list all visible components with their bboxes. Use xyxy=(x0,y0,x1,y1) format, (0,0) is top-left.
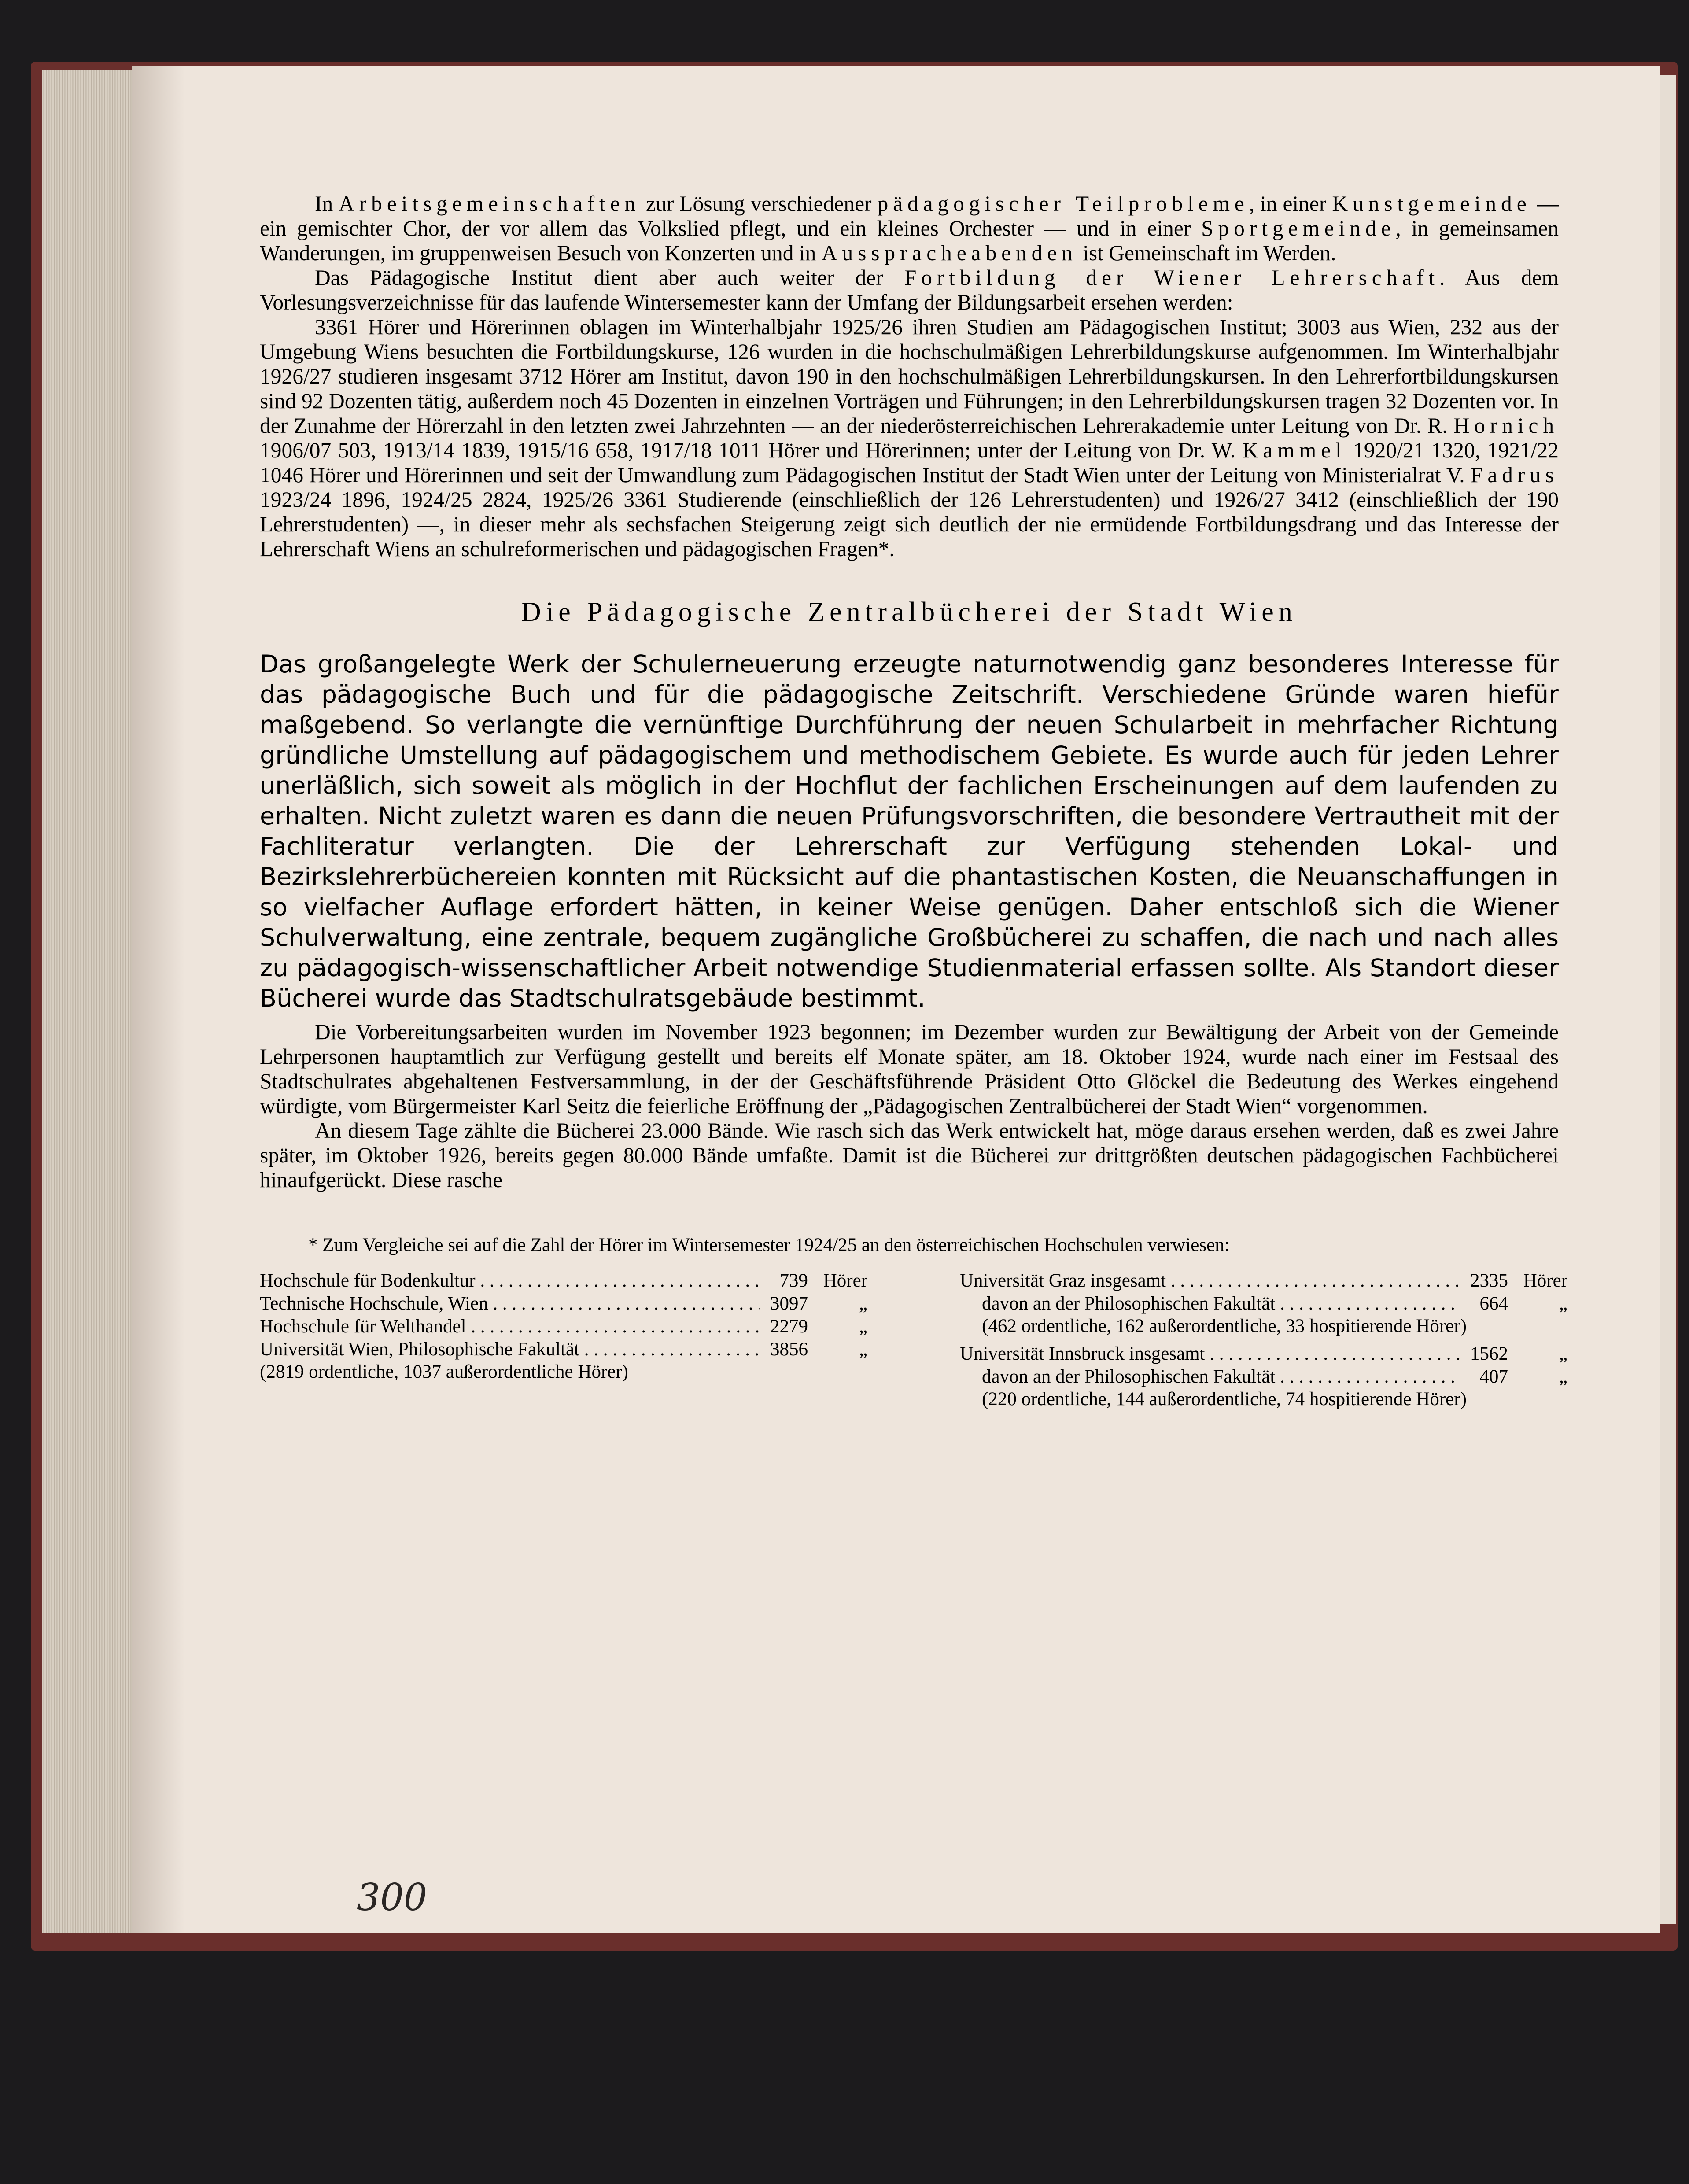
institute-paragraphs xyxy=(260,192,1559,561)
footnote-row xyxy=(960,1365,1567,1388)
footnote-row xyxy=(260,1292,867,1315)
text-run: 1920/21 1320, 1921/22 1046 Hörer und Hörerinnen und seit der Umwandlung zum Pädagogischen Institut der Stadt Wien unter der Leitung von Ministerialrat V. xyxy=(260,438,1559,487)
spaced-emphasis: Arbeitsgemeinschaften xyxy=(339,192,641,216)
footnote-unit: „ xyxy=(859,1339,867,1360)
growth-paragraph: An diesem Tage zählte die Bücherei 23.000 Bände. Wie rasch sich das Werk entwickelt hat, möge daraus ersehen werden, daß es zwei Jahre später, im Oktober 1926, bereits gegen 80.000 Bände umfaßte. Damit ist die Bücherei zur drittgrößten deutschen pädagogischen Fachbücherei hinaufgerückt. Diese rasche xyxy=(260,1118,1559,1192)
page-number: 300 xyxy=(357,1876,428,1919)
footnote-row xyxy=(260,1315,867,1338)
footnote-unit: „ xyxy=(859,1293,867,1314)
spaced-emphasis: Kammel xyxy=(1242,438,1346,462)
footnote-row xyxy=(260,1338,867,1361)
institute-paragraph xyxy=(260,192,1559,266)
footnote-value: 3856 xyxy=(770,1339,808,1360)
footnote-left-note: (2819 ordentliche, 1037 außerordentliche Hörer) xyxy=(260,1361,628,1382)
institute-paragraph xyxy=(260,266,1559,315)
footnote-label: Universität Graz insgesamt . . . xyxy=(960,1269,1460,1292)
text-run: 1906/07 503, 1913/14 1839, 1915/16 658, 1917/18 1011 Hörer und Hörerinnen; unter der Leitung von Dr. W. xyxy=(260,438,1243,462)
footnote-unit: „ xyxy=(1559,1366,1567,1387)
spaced-emphasis: Fadrus xyxy=(1470,463,1559,487)
footnote-label: Technische Hochschule, Wien . . . xyxy=(260,1292,760,1315)
footnote-label: Universität Innsbruck insgesamt . . . xyxy=(960,1343,1460,1365)
footnote-intro: * Zum Vergleiche sei auf die Zahl der Hörer im Wintersemester 1924/25 an den österreichischen Hochschulen verwiesen: xyxy=(308,1235,1230,1255)
text-run: ist Gemeinschaft im Werden. xyxy=(1077,241,1336,265)
footnote-value: 1562 xyxy=(1470,1343,1508,1364)
footnote-value: 2335 xyxy=(1470,1270,1508,1291)
text-run: , in gemeinsamen Wanderungen, im gruppenweisen Besuch von Konzerten und in xyxy=(260,216,1559,265)
footnote-graz-note: (462 ordentliche, 162 außerordentliche, 33 hospitierende Hörer) xyxy=(982,1316,1467,1336)
text-run: 3361 Hörer und Hörerinnen oblagen im Winterhalbjahr 1925/26 ihren Studien am Pädagogischen Institut; 3003 aus Wien, 232 aus der Umgebung Wiens besuchten die Fortbildungskurse, 126 wurden in die hochschulmäßigen Lehrerbildungskurse aufgenommen. Im Winterhalbjahr 1926/27 studieren insgesamt 3712 Hörer am Institut, davon 190 in den hochschulmäßigen Lehrerbildungskursen. In den Lehrerfortbildungskursen sind 92 Dozenten tätig, außerdem noch 45 Dozenten in einzelnen Vorträgen und Führungen; in den Lehrerbildungskursen tragen 32 Dozenten vor. In der Zunahme der Hörerzahl in den letzten zwei Jahrzehnten — an der niederösterreichischen Lehrerakademie unter Leitung von Dr. R. xyxy=(260,315,1559,438)
footnote-unit: „ xyxy=(859,1316,867,1337)
institute-paragraph xyxy=(260,315,1559,561)
gutter-shadow xyxy=(132,66,185,1933)
footnote-table xyxy=(260,1269,1567,1416)
footnote-row xyxy=(960,1343,1567,1365)
spaced-emphasis: Sportgemeinde xyxy=(1201,216,1396,240)
text-run: 1923/24 1896, 1924/25 2824, 1925/26 3361 Studierende (einschließlich der 126 Lehrerstudenten) und 1926/27 3412 (einschließlich der 190 Lehrerstudenten) —, in dieser mehr als sechsfachen Steigerung zeigt sich deutlich der nie ermüdende Fortbildungsdrang und das Interesse der Lehrerschaft Wiens an schulreformerischen und pädagogischen Fragen*. xyxy=(260,487,1559,561)
footnote-unit: Hörer xyxy=(1523,1270,1567,1291)
spaced-emphasis: Kunstgemeinde xyxy=(1332,192,1531,216)
spaced-emphasis: Hornich xyxy=(1453,413,1559,438)
footnote-unit: „ xyxy=(1559,1293,1567,1314)
facing-page-edge xyxy=(1658,75,1676,1924)
footnote-innsbruck-note: (220 ordentliche, 144 außerordentliche, 74 hospitierende Hörer) xyxy=(982,1389,1467,1409)
footnote-value: 2279 xyxy=(770,1316,808,1337)
footnote-unit: „ xyxy=(1559,1343,1567,1364)
footnote-label: Hochschule für Welthandel . . . xyxy=(260,1315,760,1338)
text-run: Das Pädagogische Institut dient aber auch weiter der xyxy=(315,266,904,290)
spaced-emphasis: pädagogischer Teilprobleme xyxy=(877,192,1249,216)
text-run: In xyxy=(315,192,339,216)
footnote-value: 664 xyxy=(1479,1293,1508,1314)
footnote-unit: Hörer xyxy=(823,1270,867,1291)
spaced-emphasis: Ausspracheabenden xyxy=(821,241,1077,265)
section-heading: Die Pädagogische Zentralbücherei der Stadt Wien xyxy=(521,597,1298,627)
footnote-right-column xyxy=(960,1269,1567,1416)
footnote-row xyxy=(960,1292,1567,1315)
footnote-left-column xyxy=(260,1269,867,1416)
footnote-label: davon an der Philosophischen Fakultät . . . xyxy=(982,1292,1460,1315)
footnote-row xyxy=(260,1269,867,1292)
footnote-row xyxy=(960,1269,1567,1292)
footnote-value: 407 xyxy=(1479,1366,1508,1387)
footnote-label: Hochschule für Bodenkultur . . . xyxy=(260,1269,760,1292)
library-intro-paragraph: Das großangelegte Werk der Schulerneuerung erzeugte naturnotwendig ganz besonderes Interesse für das pädagogische Buch und für die pädagogische Zeitschrift. Verschiedene Gründe waren hiefür maßgebend. So verlangte die vernünftige Durchführung der neuen Schularbeit in mehrfacher Richtung gründliche Umstellung auf pädagogischem und methodischem Gebiete. Es wurde auch für jeden Lehrer unerläßlich, sich soweit als möglich in der Hochflut der fachlichen Erscheinungen auf dem laufenden zu erhalten. Nicht zuletzt waren es dann die neuen Prüfungsvorschriften, die besondere Vertrautheit mit der Fachliteratur verlangten. Die der Lehrerschaft zur Verfügung stehenden Lokal- und Bezirkslehrerbüchereien konnten mit Rücksicht auf die phantastischen Kosten, die Neuanschaffungen in so vielfacher Auflage erfordert hätten, in keiner Weise genügen. Daher entschloß sich die Wiener Schulverwaltung, eine zentrale, bequem zugängliche Großbücherei zu schaffen, die nach und nach alles zu pädagogisch-wissenschaftlicher Arbeit notwendige Studienmaterial erfassen sollte. Als Standort dieser Bücherei wurde das Stadtschulratsgebäude bestimmt. xyxy=(260,650,1559,1013)
text-run: — ein gemischter Chor, der vor allem das Volkslied pflegt, und ein kleines Orchester — und in einer xyxy=(260,192,1559,240)
page-content xyxy=(260,192,1567,1416)
text-run: , in einer xyxy=(1249,192,1332,216)
text-run: . Aus dem Vorlesungsverzeichnisse für das laufende Wintersemester kann der Umfang der Bildungsarbeit ersehen werden: xyxy=(260,266,1559,314)
text-run: zur Lösung verschiedener xyxy=(640,192,878,216)
spaced-emphasis: Fortbildung der Wiener Lehrerschaft xyxy=(904,266,1440,290)
preparation-paragraph: Die Vorbereitungsarbeiten wurden im November 1923 begonnen; im Dezember wurden zur Bewältigung der Arbeit von der Gemeinde Lehrpersonen hauptamtlich zur Verfügung gestellt und bereits elf Monate später, am 18. Oktober 1924, wurde nach einer im Festsaal des Stadtschulrates abgehaltenen Festversammlung, in der der Geschäftsführende Präsident Otto Glöckel die Bedeutung des Werkes eingehend würdigte, vom Bürgermeister Karl Seitz die feierliche Eröffnung der „Pädagogischen Zentralbücherei der Stadt Wien“ vorgenommen. xyxy=(260,1020,1559,1118)
footnote-value: 739 xyxy=(779,1270,808,1291)
footnote-label: Universität Wien, Philosophische Fakultät . . . xyxy=(260,1338,760,1361)
footnote-value: 3097 xyxy=(770,1293,808,1314)
footnote-label: davon an der Philosophischen Fakultät . . . xyxy=(982,1365,1460,1388)
